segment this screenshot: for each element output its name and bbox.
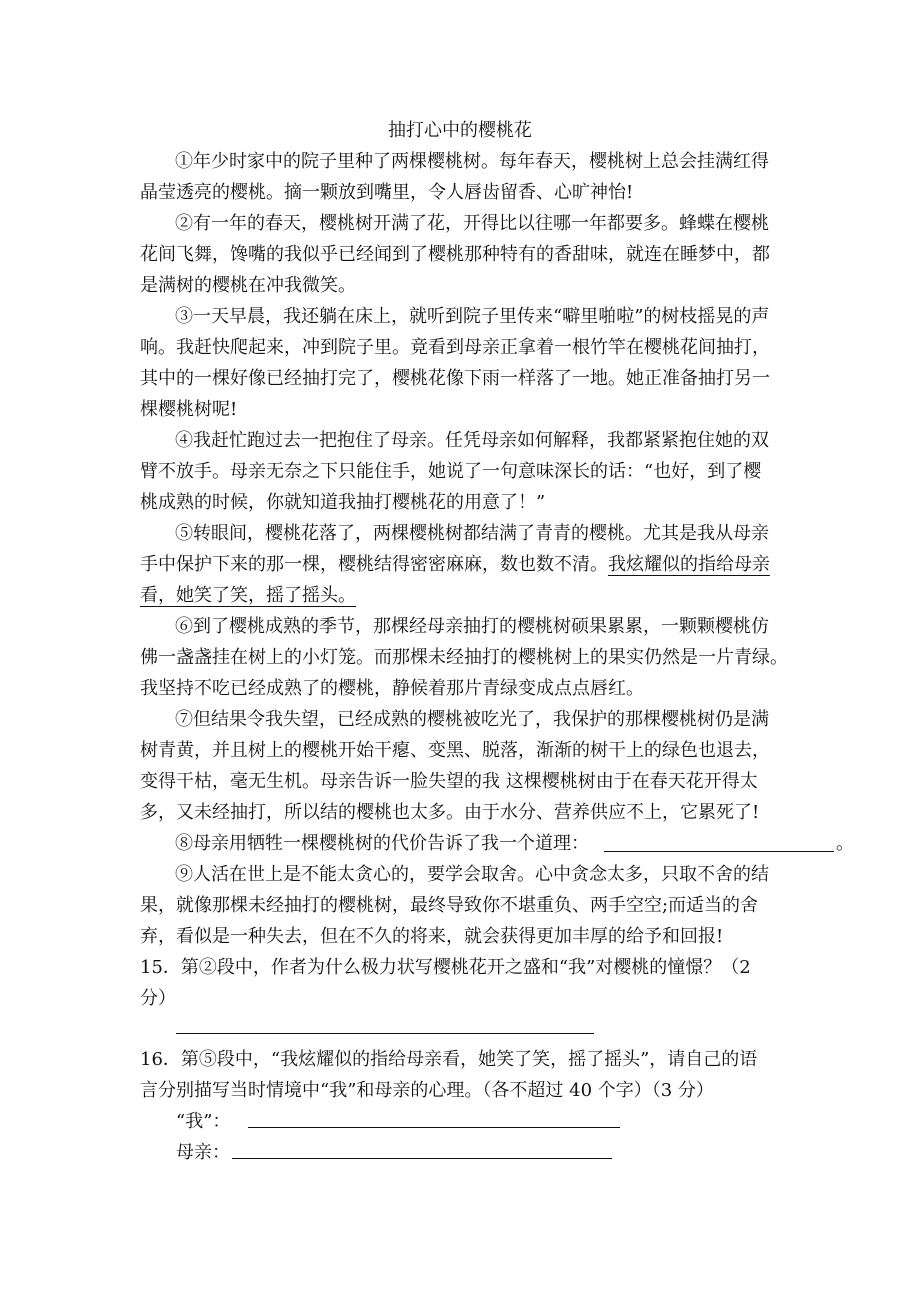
paragraph-line: 我坚持不吃已经成熟了的樱桃，静候着那片青绿变成点点唇红。: [140, 678, 644, 699]
paragraph-line: ④我赶忙跑过去一把抱住了母亲。任凭母亲如何解释，我都紧紧抱住她的双: [175, 430, 769, 451]
paragraph-line: 弃，看似是一种失去，但在不久的将来，就会获得更加丰厚的给予和回报!: [140, 926, 724, 947]
question-16: 言分别描写当时情境中“我”和母亲的心理。（各不超过 40 个字）（3 分）: [140, 1080, 714, 1101]
paragraph-line: 棵樱桃树呢!: [140, 399, 238, 420]
underlined-sentence: 我炫耀似的指给母亲: [608, 554, 770, 575]
answer-label-me: “我”：: [176, 1111, 231, 1132]
paragraph-line: ③一天早晨，我还躺在床上，就听到院子里传来“噼里啪啦”的树枝摇晃的声: [175, 306, 770, 327]
paragraph-line: 桃成熟的时候，你就知道我抽打樱桃花的用意了！”: [140, 492, 546, 513]
paragraph-line: ②有一年的春天，樱桃树开满了花，开得比以往哪一年都要多。蜂蝶在樱桃: [175, 213, 769, 234]
period-mark: 。: [836, 833, 854, 854]
paragraph-line: 是满树的樱桃在冲我微笑。: [140, 275, 356, 296]
paragraph-line: 树青黄，并且树上的樱桃开始干瘪、变黑、脱落，渐渐的树干上的绿色也退去，: [140, 740, 770, 761]
passage-title: 抽打心中的樱桃花: [388, 120, 532, 141]
paragraph-line: 多，又未经抽打，所以结的樱桃也太多。由于水分、营养供应不上，它累死了!: [140, 802, 760, 823]
answer-label-mother: 母亲：: [176, 1142, 230, 1163]
question-16: 16．第⑤段中，“我炫耀似的指给母亲看，她笑了笑，摇了摇头”，请自己的语: [140, 1049, 758, 1070]
underlined-sentence: 看，她笑了笑，摇了摇头。: [140, 585, 356, 606]
paragraph-line: ⑧母亲用牺牲一棵樱桃树的代价告诉了我一个道理：: [175, 833, 589, 854]
paragraph-line: 响。我赶快爬起来，冲到院子里。竟看到母亲正拿着一根竹竿在樱桃花间抽打，: [140, 337, 770, 358]
answer-blank-mother[interactable]: [232, 1158, 612, 1159]
paragraph-line: 其中的一棵好像已经抽打完了，樱桃花像下雨一样落了一地。她正准备抽打另一: [140, 368, 770, 389]
answer-blank-me[interactable]: [248, 1127, 620, 1128]
paragraph-line: 果，就像那棵未经抽打的樱桃树，最终导致你不堪重负、两手空空;而适当的舍: [140, 895, 759, 916]
paragraph-line: 变得干枯，毫无生机。母亲告诉一脸失望的我 这棵樱桃树由于在春天花开得太: [140, 771, 758, 792]
paragraph-text: 手中保护下来的那一棵，樱桃结得密密麻麻，数也数不清。: [140, 554, 608, 575]
paragraph-line: 佛一盏盏挂在树上的小灯笼。而那棵未经抽打的樱桃树上的果实仍然是一片青绿。: [140, 647, 788, 668]
paragraph-line: 晶莹透亮的樱桃。摘一颗放到嘴里，令人唇齿留香、心旷神怡!: [140, 182, 634, 203]
answer-blank-p8[interactable]: [604, 851, 834, 852]
answer-blank-q15[interactable]: [176, 1033, 594, 1034]
paragraph-line: ①年少时家中的院子里种了两棵樱桃树。每年春天，樱桃树上总会挂满红得: [175, 151, 769, 172]
paragraph-line: 花间飞舞，馋嘴的我似乎已经闻到了樱桃那种特有的香甜味，就连在睡梦中，都: [140, 244, 770, 265]
paragraph-line: [140, 553, 770, 577]
paragraph-line: ⑨人活在世上是不能太贪心的，要学会取舍。心中贪念太多，只取不舍的结: [175, 864, 769, 885]
question-15: 15．第②段中，作者为什么极力状写樱桃花开之盛和“我”对樱桃的憧憬？（2: [140, 957, 751, 978]
paragraph-line: ⑥到了樱桃成熟的季节，那棵经母亲抽打的樱桃树硕果累累，一颗颗樱桃仿: [175, 616, 769, 637]
paragraph-line: ⑤转眼间，樱桃花落了，两棵樱桃树都结满了青青的樱桃。尤其是我从母亲: [175, 523, 769, 544]
question-15: 分）: [140, 988, 176, 1009]
paragraph-line: 臂不放手。母亲无奈之下只能住手，她说了一句意味深长的话：“也好，到了樱: [140, 461, 762, 482]
paragraph-line: ⑦但结果令我失望，已经成熟的樱桃被吃光了，我保护的那棵樱桃树仍是满: [175, 709, 769, 730]
